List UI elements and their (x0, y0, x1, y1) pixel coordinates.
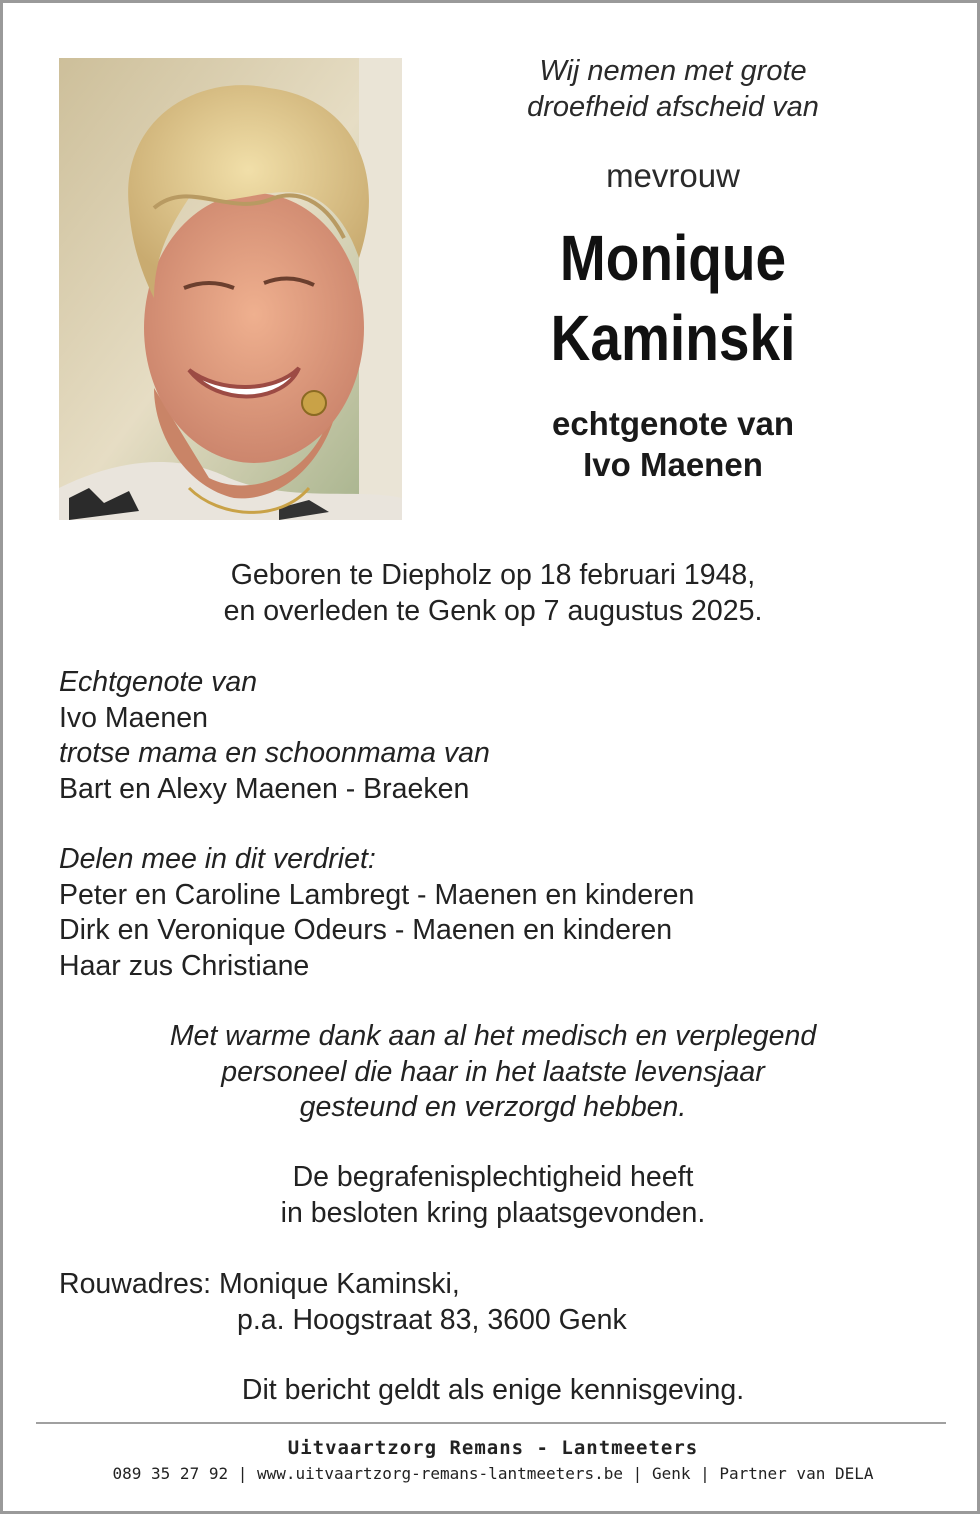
address-line-1: Rouwadres: Monique Kaminski, (59, 1268, 460, 1300)
thanks-line-1: Met warme dank aan al het medisch en verplegend (169, 1020, 817, 1052)
birth-line: Geboren te Diepholz op 18 februari 1948, (230, 559, 756, 591)
funeral-block (3, 1160, 980, 1231)
notice-line: Dit bericht geldt als enige kennisgeving. (241, 1374, 745, 1406)
spouse-label: echtgenote van (551, 405, 795, 442)
honorific: mevrouw (606, 157, 740, 194)
sharers-block (59, 842, 959, 984)
funeral-home-name: Uitvaartzorg Remans - Lantmeeters (287, 1437, 699, 1459)
birth-death-info (3, 558, 980, 629)
thanks-line-2: personeel die haar in het laatste levensjaar (221, 1055, 765, 1088)
intro-line-2: droefheid afscheid van (527, 91, 819, 123)
address-block (59, 1267, 959, 1338)
thanks-block (3, 1019, 980, 1126)
spouse-heading (403, 403, 943, 485)
portrait-photo (59, 58, 402, 520)
family-block (59, 665, 959, 807)
footer-divider (36, 1422, 946, 1424)
children-entry: Bart en Alexy Maenen - Braeken (59, 772, 470, 805)
address-line-2: p.a. Hoogstraat 83, 3600 Genk (237, 1303, 627, 1336)
sharer-item: Haar zus Christiane (59, 949, 310, 982)
last-name: Kaminski (550, 302, 796, 374)
sharer-item: Dirk en Veronique Odeurs - Maenen en kinderen (59, 914, 673, 946)
portrait-image (59, 58, 402, 520)
sharers-intro: Delen mee in dit verdriet: (59, 843, 376, 875)
sharer-item: Peter en Caroline Lambregt - Maenen en kinderen (59, 878, 695, 911)
spouse-entry: Ivo Maenen (59, 701, 208, 734)
spouse-name: Ivo Maenen (583, 446, 763, 483)
first-name: Monique (559, 222, 787, 294)
funeral-line-2: in besloten kring plaatsgevonden. (280, 1196, 706, 1229)
deceased-name (441, 218, 905, 378)
funeral-home-contact: 089 35 27 92 | www.uitvaartzorg-remans-lantmeeters.be | Genk | Partner van DELA (112, 1464, 874, 1483)
spouse-intro: Echtgenote van (59, 666, 258, 698)
death-line: en overleden te Genk op 7 augustus 2025. (223, 594, 763, 627)
intro-line-1: Wij nemen met grote (539, 55, 807, 87)
funeral-line-1: De begrafenisplechtigheid heeft (292, 1161, 694, 1193)
children-intro: trotse mama en schoonmama van (59, 737, 490, 769)
thanks-line-3: gesteund en verzorgd hebben. (299, 1091, 687, 1123)
intro-text (403, 53, 943, 125)
